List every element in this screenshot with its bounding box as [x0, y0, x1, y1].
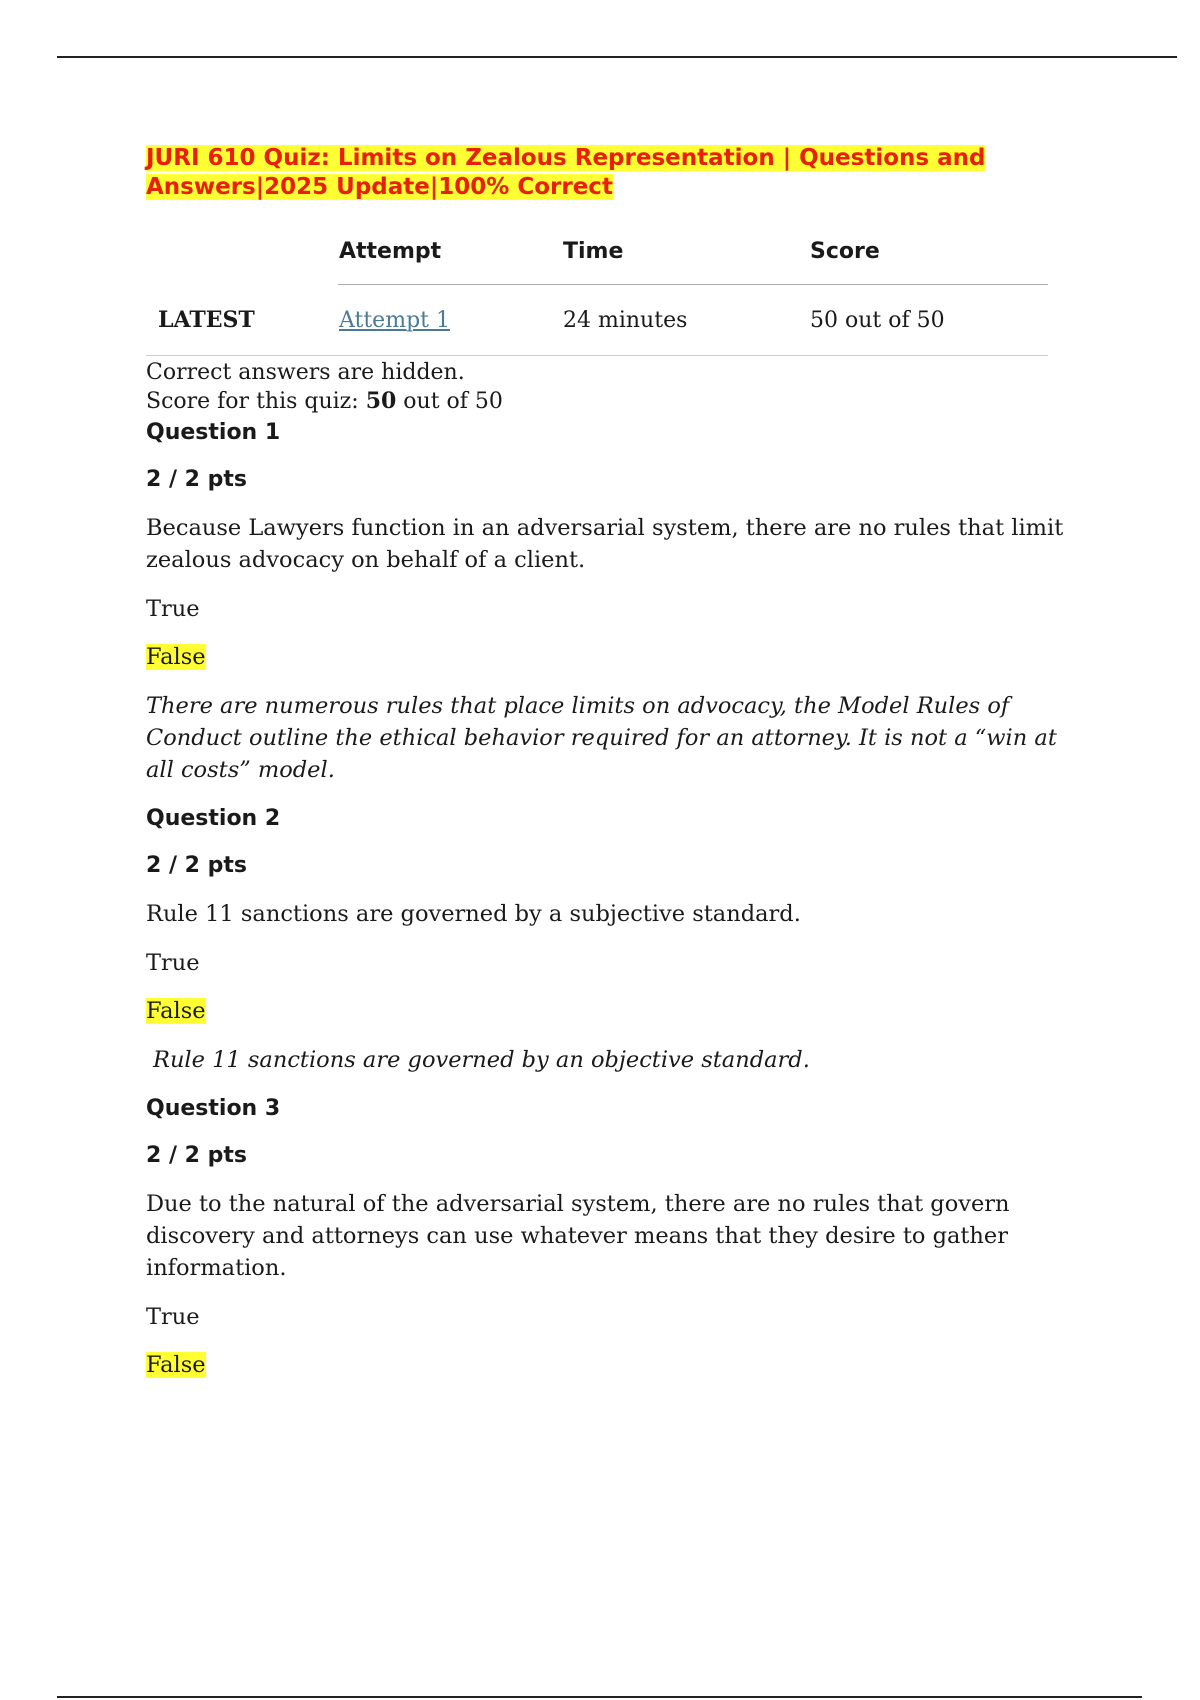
- time-cell: 24 minutes: [562, 285, 809, 356]
- question-heading: Question 2: [146, 806, 281, 831]
- question-points: 2 / 2 pts: [146, 1143, 247, 1168]
- bottom-rule: [57, 1696, 1142, 1698]
- score-value: 50: [365, 388, 397, 414]
- hidden-answers-note: Correct answers are hidden.: [146, 360, 465, 385]
- question-2: [146, 806, 1076, 1076]
- top-rule: [57, 56, 1177, 58]
- option-false-selected: [146, 642, 1076, 672]
- attempts-header-row: [146, 218, 1048, 285]
- attempt-cell: [338, 285, 562, 356]
- option-true: True: [146, 596, 200, 622]
- selected-answer: False: [146, 1352, 206, 1378]
- quiz-meta: [146, 358, 1076, 416]
- option-false-selected: [146, 1350, 1076, 1380]
- score-prefix: Score for this quiz:: [146, 389, 366, 414]
- latest-label: LATEST: [146, 285, 338, 356]
- score-suffix: out of 50: [396, 389, 503, 414]
- question-heading: Question 3: [146, 1096, 281, 1121]
- question-points: 2 / 2 pts: [146, 853, 247, 878]
- option-true: True: [146, 950, 200, 976]
- question-text: Due to the natural of the adversarial system, there are no rules that govern discovery and attorneys can use whatever means that they desire to gather information.: [146, 1191, 1010, 1281]
- option-true: True: [146, 1304, 200, 1330]
- score-cell: 50 out of 50: [809, 285, 1048, 356]
- selected-answer: False: [146, 644, 206, 670]
- question-1: [146, 420, 1076, 786]
- quiz-score-line: [146, 387, 1076, 416]
- selected-answer: False: [146, 998, 206, 1024]
- answer-explanation: There are numerous rules that place limits on advocacy, the Model Rules of Conduct outline the ethical behavior required for an attorney. It is not a “win at all costs” model.: [146, 693, 1057, 783]
- question-text: Because Lawyers function in an adversarial system, there are no rules that limit zealous advocacy on behalf of a client.: [146, 515, 1064, 573]
- question-3: [146, 1096, 1076, 1380]
- answer-explanation: Rule 11 sanctions are governed by an objective standard.: [153, 1047, 810, 1073]
- question-text: Rule 11 sanctions are governed by a subjective standard.: [146, 901, 801, 927]
- document-title: JURI 610 Quiz: Limits on Zealous Representation | Questions and Answers|2025 Update|100% Correct: [146, 145, 986, 200]
- question-heading: Question 1: [146, 420, 281, 445]
- attempts-table: [146, 218, 1048, 356]
- attempt-row: [146, 285, 1048, 356]
- header-empty: [146, 218, 338, 285]
- header-score: Score: [810, 238, 880, 264]
- question-points: 2 / 2 pts: [146, 467, 247, 492]
- quiz-document: [146, 144, 1076, 1380]
- attempt-link[interactable]: Attempt 1: [339, 307, 450, 333]
- option-false-selected: [146, 996, 1076, 1026]
- header-attempt: Attempt: [339, 238, 442, 264]
- header-time: Time: [563, 238, 624, 264]
